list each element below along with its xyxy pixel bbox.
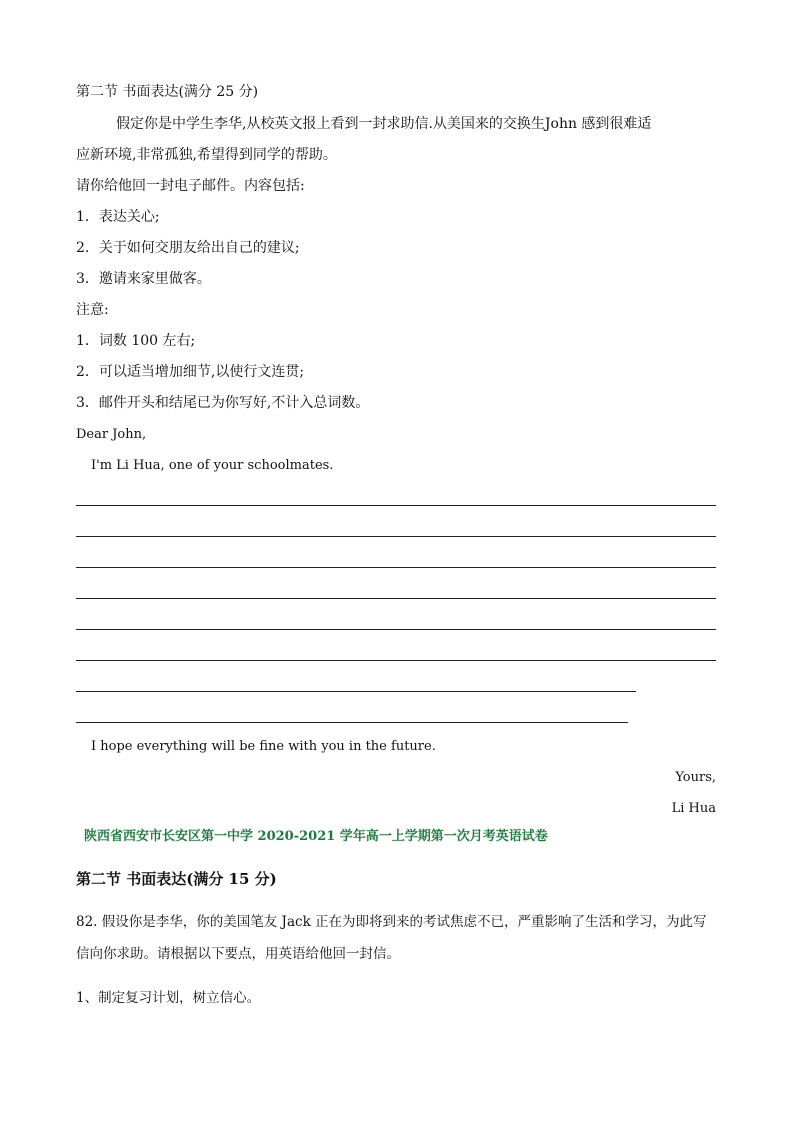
section-title: 第二节 书面表达(满分 15 分): [76, 870, 277, 888]
sign-off: Yours,: [675, 770, 716, 785]
task-intro: 请你给他回一封电子邮件。内容包括:: [76, 178, 305, 194]
writing-line: [76, 691, 636, 692]
intro-paragraph-line: 应新环境,非常孤独,希望得到同学的帮助。: [76, 147, 337, 163]
writing-line: [76, 598, 716, 599]
intro-paragraph-line: 假定你是中学生李华,从校英文报上看到一封求助信.从美国来的交换生John 感到很难适: [116, 116, 652, 132]
salutation: Dear John,: [76, 427, 147, 442]
question-line: 信向你求助。请根据以下要点，用英语给他回一封信。: [76, 946, 400, 962]
writing-line: [76, 536, 716, 537]
opening-sentence: I'm Li Hua, one of your schoolmates.: [91, 458, 334, 473]
note-item: 2．可以适当增加细节,以使行文连贯;: [76, 364, 305, 380]
content-point: 2．关于如何交朋友给出自己的建议;: [76, 240, 300, 256]
writing-line: [76, 505, 716, 506]
content-point: 3．邀请来家里做客。: [76, 271, 211, 287]
source-citation: 陕西省西安市长安区第一中学 2020-2021 学年高一上学期第一次月考英语试卷: [84, 829, 548, 844]
writing-line: [76, 629, 716, 630]
notes-title: 注意:: [76, 302, 109, 318]
closing-sentence: I hope everything will be fine with you in the future.: [91, 739, 436, 754]
question-line: 82. 假设你是李华，你的美国笔友 Jack 正在为即将到来的考试焦虑不已，严重影响了生活和学习，为此写: [76, 914, 707, 930]
writing-line: [76, 722, 628, 723]
section-title: 第二节 书面表达(满分 25 分): [76, 84, 259, 100]
question-point: 1、制定复习计划，树立信心。: [76, 990, 261, 1006]
content-point: 1．表达关心;: [76, 209, 160, 225]
note-item: 1．词数 100 左右;: [76, 333, 196, 349]
note-item: 3．邮件开头和结尾已为你写好,不计入总词数。: [76, 395, 370, 411]
writing-line: [76, 660, 716, 661]
signature: Li Hua: [671, 801, 716, 816]
writing-line: [76, 567, 716, 568]
